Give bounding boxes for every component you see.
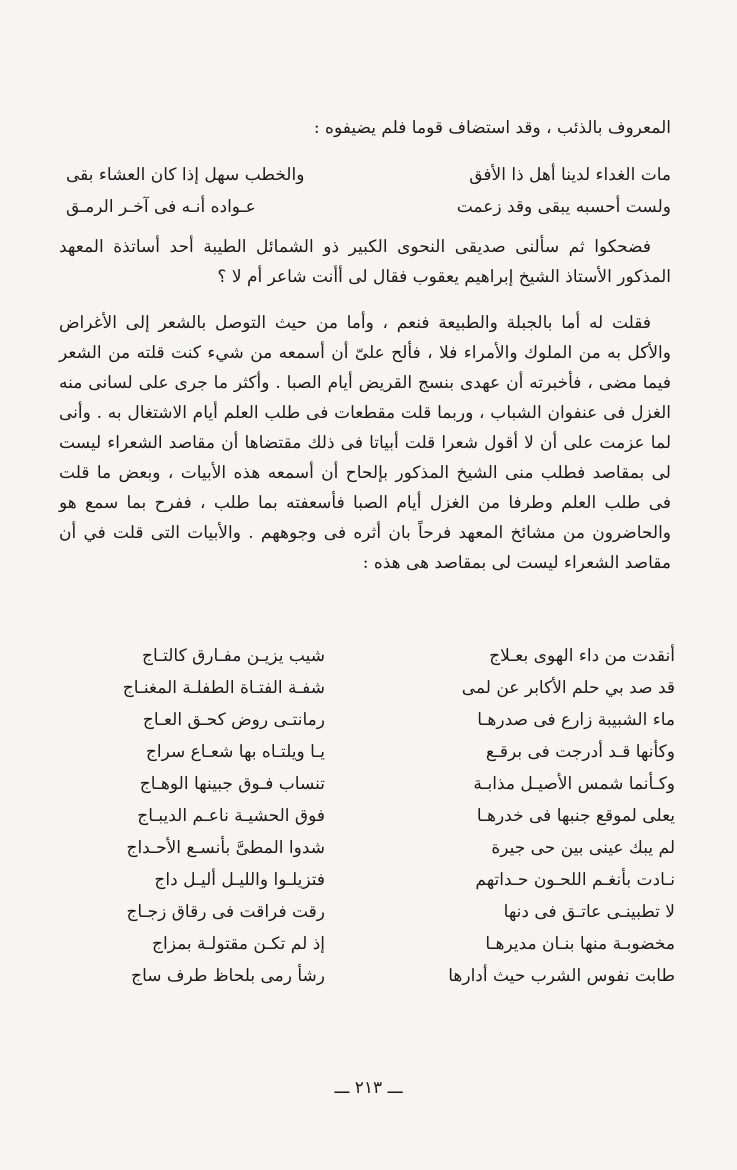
- verse-first-half: أنقدت من داء الهوى بعـلاج: [489, 646, 675, 666]
- verse-second-half: فوق الحشيـة ناعـم الديبـاج: [137, 806, 325, 826]
- verse-second-half: إذ لم تكـن مقتولـة بمزاج: [152, 934, 325, 954]
- verse-first-half: لا تطبينـى عاتـق فى دنها: [503, 902, 675, 922]
- verse-second-half: فتزيلـوا والليـل أليـل داج: [154, 870, 325, 890]
- verse-second-half: يـا ويلتـاه بها شعـاع سراج: [145, 742, 325, 762]
- verse-first-half: قد صد بي حلم الأكابر عن لمى: [461, 678, 675, 698]
- verse-first-half: وكأنها قـد أدرجت فى برقـع: [485, 742, 675, 762]
- verse-first-half: ماء الشبيبة زارع فى صدرهـا: [477, 710, 675, 730]
- verse-row: [55, 706, 675, 734]
- paragraph-2-text: فقلت له أما بالجبلة والطبيعة فنعم ، وأما من حيث التوصل بالشعر إلى الأغراض والأكل به من الملوك والأمراء فلا ، فألح علىّ أن أسمعه من شيء كنت قلته من الشعر فيما مضى ، فأخبرته أن عهدى بنسج القريض أيام الصبا . وأكثر ما جرى على لسانى منه الغزل فى عنفوان الشباب ، وربما قلت مقطعات فى طلب العلم أيام الاشتغال به . وأنى لما عزمت على أن لا أقول شعرا قلت أبياتا فى ذلك مقتضاها أن مقاصد الشعراء ليست لى بمقاصد فطلب منى الشيخ المذكور بإلحاح أن أسمعه هذه الأبيات ، وبعض ما قلت فى طلب العلم وطرفا من الغزل أيام الصبا فأسعفته بما طلب ، ففرح بما سمع هو والحاضرون من مشائخ المعهد فرحاً بان أثره فى وجوههم . والأبيات التى قلت في أن مقاصد الشعراء ليست لى بمقاصد هى هذه :: [59, 313, 671, 573]
- verse-row: [55, 802, 675, 830]
- verse-row: [55, 898, 675, 926]
- verse-first-half: طابت نفوس الشرب حيث أدارها: [448, 966, 675, 986]
- paragraph-1: [59, 232, 671, 292]
- verse-row: [55, 738, 675, 766]
- verse-first-half: يعلى لموقع جنبها فى خدرهـا: [476, 806, 675, 826]
- verse-first-half: وكـأنما شمس الأصيـل مذابـة: [473, 774, 675, 794]
- verse-row: [55, 834, 675, 862]
- intro-line: المعروف بالذئب ، وقد استضاف قوما فلم يضيفوه :: [313, 118, 671, 138]
- verse-first-half: نـادت بأنغـم اللحـون حـداتهم: [475, 870, 675, 890]
- verse-row: [55, 866, 675, 894]
- verse-row: [55, 674, 675, 702]
- verse-row: [55, 770, 675, 798]
- couplet-second-hemistich: عـواده أنـه فى آخـر الرمـق: [66, 197, 256, 217]
- verse-second-half: رمانتـى روض كحـق العـاج: [142, 710, 325, 730]
- couplet-2: [66, 192, 671, 222]
- couplet-first-hemistich: مات الغداء لدينا أهل ذا الأفق: [469, 165, 671, 185]
- verse-row: [55, 962, 675, 990]
- paragraph-1-text: فضحكوا ثم سألنى صديقى النحوى الكبير ذو الشمائل الطيبة أحد أساتذة المعهد المذكور الأستاذ الشيخ إبراهيم يعقوب فقال لى أأنت شاعر أم لا ؟: [59, 237, 671, 287]
- verse-first-half: مخضوبـة منها بنـان مديرهـا: [485, 934, 675, 954]
- verse-second-half: رقت فراقت فى رقاق زجـاج: [126, 902, 325, 922]
- verse-row: [55, 930, 675, 958]
- verse-second-half: تنساب فـوق جبينها الوهـاج: [139, 774, 325, 794]
- page-number: ـــ ٢١٣ ـــ: [334, 1078, 403, 1098]
- couplet-second-hemistich: والخطب سهل إذا كان العشاء بقى: [66, 165, 305, 185]
- verse-first-half: لم يبك عينى بين حى جيرة: [491, 838, 675, 858]
- couplet-1: [66, 160, 671, 190]
- couplet-first-hemistich: ولست أحسبه يبقى وقد زعمت: [456, 197, 671, 217]
- verse-second-half: شفـة الفتـاة الطفلـة المغنـاج: [122, 678, 325, 698]
- verse-second-half: شيب يزيـن مفـارق كالتـاج: [141, 646, 325, 666]
- verse-second-half: رشأ رمى بلحاظ طرف ساج: [131, 966, 325, 986]
- paragraph-2: [59, 308, 671, 578]
- verse-second-half: شدوا المطىَّ بأنسـع الأحـداج: [126, 838, 325, 858]
- verse-row: [55, 642, 675, 670]
